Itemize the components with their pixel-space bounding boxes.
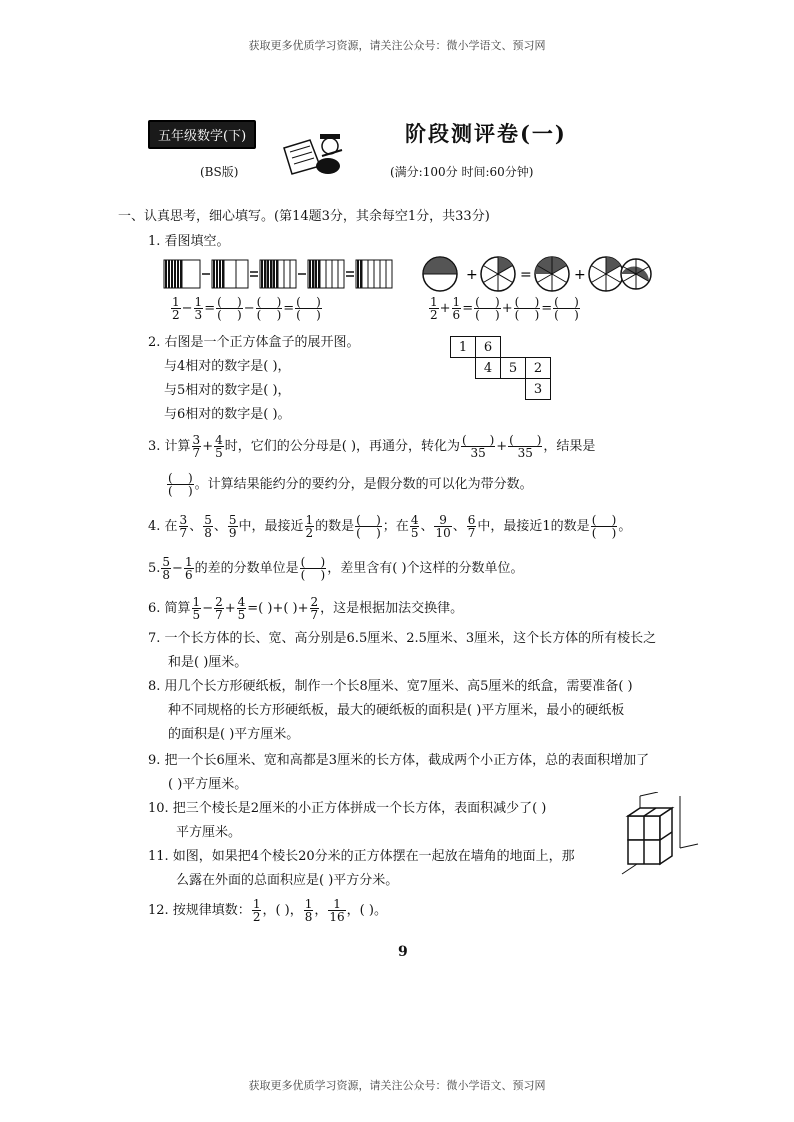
question-6: 6. 简算 $\frac{1}{5}$ − $\frac{2}{7}$ + $\frac{4}{5}$ =( )+( )+ $\frac{2}{7}$ ，这是根据加法交换律。 bbox=[148, 595, 464, 622]
question-2-line-1: 与4相对的数字是( )， bbox=[164, 359, 291, 374]
question-11-line-1: 11. 如图，如果把4个棱长20分米的正方体摆在一起放在墙角的地面上，那 bbox=[148, 849, 575, 864]
net-cell: 2 bbox=[525, 357, 551, 379]
page-number: 9 bbox=[398, 944, 408, 960]
question-1-label: 1. 看图填空。 bbox=[148, 234, 230, 249]
question-8-line-2: 种不同规格的长方形硬纸板，最大的硬纸板的面积是( )平方厘米，最小的硬纸板 bbox=[168, 703, 625, 718]
corner-cubes-figure bbox=[618, 792, 700, 878]
score-time-label: (满分:100分 时间:60分钟) bbox=[390, 165, 534, 179]
question-9-line-1: 9. 把一个长6厘米、宽和高都是3厘米的长方体，截成两个小正方体，总的表面积增加了 bbox=[148, 753, 650, 768]
question-5: 5. $\frac{5}{8}$ − $\frac{1}{6}$ 的差的分数单位是 ( ) ( ) ，差里含有( )个这样的分数单位。 bbox=[148, 555, 524, 582]
fraction-circles-figure bbox=[420, 254, 652, 294]
net-cell: 5 bbox=[500, 357, 526, 379]
question-2-line-2: 与5相对的数字是( )， bbox=[164, 383, 291, 398]
question-4: 4. 在 $\frac{3}{7}$ 、 $\frac{5}{8}$ 、 $\frac{5}{9}$ 中，最接近 $\frac{1}{2}$ 的数是 ( ) ( ) ；在 $\frac{4}{5}$ 、 $\frac{9}{10}$ 、 $\frac{6}{7}$ 中，最接近1的数是 ( ) ( ) 。 bbox=[148, 513, 632, 540]
svg-text:+: + bbox=[466, 267, 478, 283]
question-10-line-2: 平方厘米。 bbox=[176, 825, 242, 840]
question-9-line-2: ( )平方厘米。 bbox=[168, 777, 248, 792]
cube-net-figure bbox=[450, 336, 570, 406]
student-cartoon-icon bbox=[280, 128, 350, 180]
svg-text:=: = bbox=[520, 267, 532, 283]
question-3-line-1: 3. 计算 $\frac{3}{7}$ + $\frac{4}{5}$ 时，它们的公分母是( )，再通分，转化为 ( ) 35 + ( ) 35 ，结果是 bbox=[148, 433, 596, 460]
net-cell: 1 bbox=[450, 336, 476, 358]
watermark-top: 获取更多优质学习资源，请关注公众号：微小学语文、预习网 bbox=[248, 39, 546, 52]
question-10-line-1: 10. 把三个棱长是2厘米的小正方体拼成一个长方体，表面积减少了( ) bbox=[148, 801, 547, 816]
svg-text:+: + bbox=[574, 267, 586, 283]
net-cell: 4 bbox=[475, 357, 501, 379]
section-heading: 一、认真思考，细心填写。(第14题3分，其余每空1分，共33分) bbox=[118, 209, 490, 224]
watermark-bottom: 获取更多优质学习资源，请关注公众号：微小学语文、预习网 bbox=[248, 1079, 546, 1092]
question-8-line-3: 的面积是( )平方厘米。 bbox=[168, 727, 300, 742]
net-cell: 6 bbox=[475, 336, 501, 358]
question-1-right-equation: $\frac{1}{2}$ + $\frac{1}{6}$ = ( ) ( ) + ( ) ( ) = ( ) ( ) bbox=[430, 295, 579, 322]
question-7-line-1: 7. 一个长方体的长、宽、高分别是6.5厘米、2.5厘米、3厘米，这个长方体的所有棱长之 bbox=[148, 631, 657, 646]
question-1-left-equation: $\frac{1}{2}$ − $\frac{1}{3}$ = ( ) ( ) − ( ) ( ) = ( ) ( ) bbox=[172, 295, 321, 322]
question-2-label: 2. 右图是一个正方体盒子的展开图。 bbox=[148, 335, 360, 350]
question-7-line-2: 和是( )厘米。 bbox=[168, 655, 248, 670]
fraction-bars-figure bbox=[162, 256, 394, 292]
question-3-line-2: ( ) ( ) 。计算结果能约分的要约分，是假分数的可以化为带分数。 bbox=[168, 471, 533, 498]
page-title: 阶段测评卷(一) bbox=[405, 121, 567, 146]
question-8-line-1: 8. 用几个长方形硬纸板，制作一个长8厘米、宽7厘米、高5厘米的纸盒，需要准备( ) bbox=[148, 679, 633, 694]
edition-label: (BS版) bbox=[200, 165, 239, 179]
net-cell: 3 bbox=[525, 378, 551, 400]
question-12: 12. 按规律填数： $\frac{1}{2}$ ，( )， $\frac{1}{8}$ ， $\frac{1}{16}$ ，( )。 bbox=[148, 897, 387, 924]
question-11-line-2: 么露在外面的总面积应是( )平方分米。 bbox=[176, 873, 399, 888]
question-2-line-3: 与6相对的数字是( )。 bbox=[164, 407, 291, 422]
grade-badge: 五年级数学(下) bbox=[148, 120, 256, 149]
